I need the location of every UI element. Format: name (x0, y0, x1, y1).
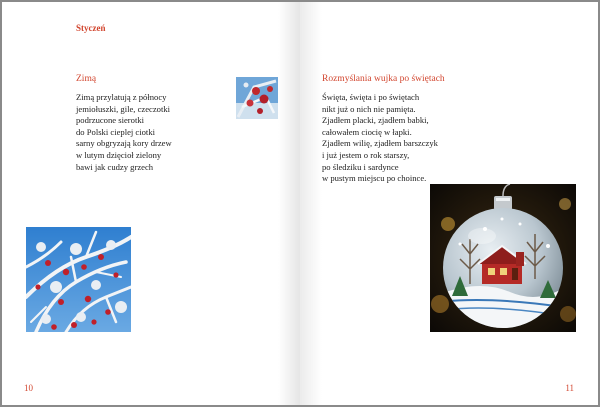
poem-line: całowałem ciocię w łapki. (322, 126, 412, 137)
poem-line: Zimą przylatują z północy (76, 92, 167, 102)
ornament-photo (430, 184, 576, 332)
poem-line: nikt już o nich nie pamięta. (322, 103, 416, 114)
poem-line: do Polski cieplej ciotki (76, 126, 156, 137)
page-number-right: 11 (565, 383, 574, 393)
poem-line: Zjadłem placki, zjadłem babki, (322, 115, 429, 126)
poem-line: po śledziku i sardynce (322, 161, 399, 172)
poem-line: w pustym miejscu po choince. (322, 173, 427, 184)
left-page (2, 2, 300, 405)
poem-line: w lutym dzięcioł zielony (76, 149, 162, 160)
book-spread (2, 2, 598, 405)
poem-left (76, 92, 172, 173)
running-head: Styczeń (76, 23, 106, 33)
right-page (300, 2, 598, 405)
poem-right (322, 92, 438, 185)
page-number-left: 10 (24, 383, 33, 393)
poem-title-left: Zimą (76, 74, 97, 84)
poem-line: jemiołuszki, gile, czeczotki (76, 103, 171, 114)
poem-line: i już jestem o rok starszy, (322, 149, 410, 160)
gutter-shadow-right (300, 2, 322, 405)
gutter-shadow-left (278, 2, 300, 405)
painted-christmas-bauble-photo-icon (430, 184, 576, 332)
frosted-berries-branch-photo-icon (26, 227, 131, 332)
poem-line: sarny obgryzają kory drzew (76, 138, 172, 149)
poem-line: Święta, święta i po świętach (322, 92, 420, 102)
poem-line: Zjadłem wilię, zjadłem barszczyk (322, 138, 438, 149)
large-photo (26, 227, 131, 332)
poem-line: podrzucone sierotki (76, 115, 145, 126)
poem-title-right: Rozmyślania wujka po świętach (322, 74, 445, 84)
frosted-rosehip-photo-icon (236, 77, 278, 119)
poem-line: bawi jak cudzy grzech (76, 161, 154, 172)
small-photo (236, 77, 278, 119)
